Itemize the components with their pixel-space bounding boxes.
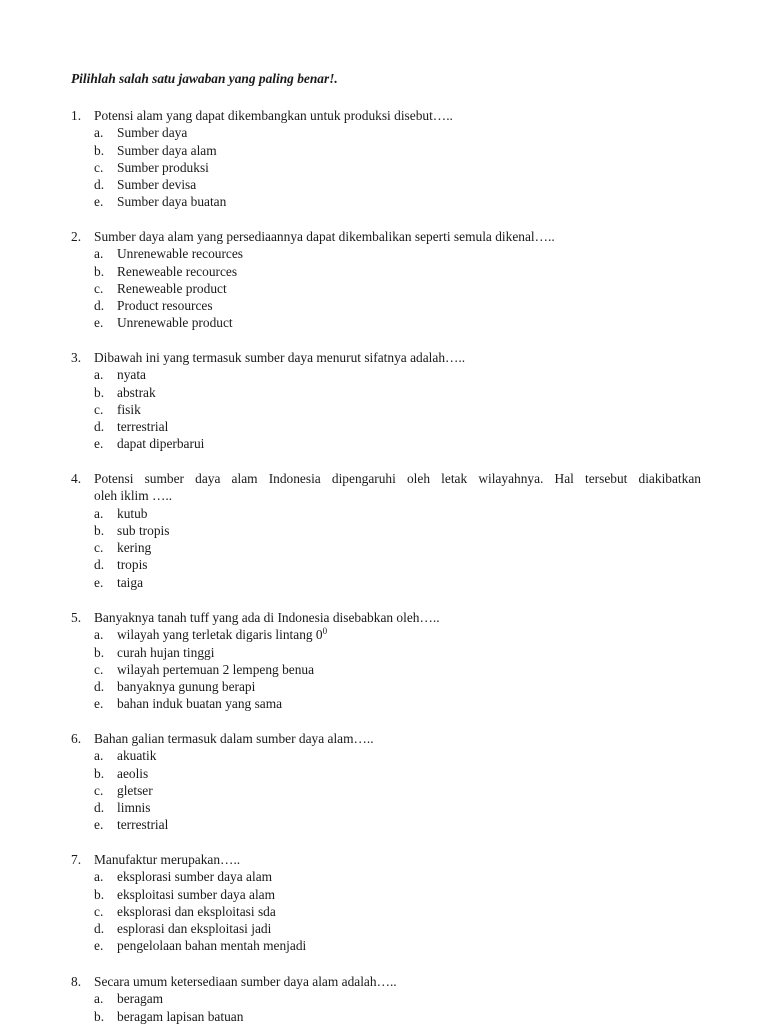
question-3 bbox=[71, 349, 701, 453]
question-6 bbox=[71, 730, 701, 834]
option-list bbox=[71, 990, 701, 1025]
question-text-line-2: oleh iklim ….. bbox=[94, 488, 173, 504]
option-letter: b. bbox=[94, 765, 105, 781]
option-text: tropis bbox=[117, 557, 148, 573]
option-e bbox=[71, 937, 701, 954]
option-letter: b. bbox=[94, 384, 105, 400]
option-letter: e. bbox=[94, 696, 104, 712]
option-letter: a. bbox=[94, 246, 104, 262]
question-text: Dibawah ini yang termasuk sumber daya menurut sifatnya adalah….. bbox=[94, 350, 466, 365]
option-letter: a. bbox=[94, 125, 104, 141]
option-text: bahan induk buatan yang sama bbox=[117, 696, 283, 712]
option-text: akuatik bbox=[117, 748, 157, 764]
option-letter: e. bbox=[94, 436, 104, 452]
option-b bbox=[71, 384, 701, 401]
question-number: 1. bbox=[71, 108, 82, 123]
question-7 bbox=[71, 851, 701, 955]
option-text: Sumber daya alam bbox=[117, 142, 217, 158]
option-text: Sumber daya bbox=[117, 125, 188, 141]
option-b bbox=[71, 644, 701, 661]
option-text: esplorasi dan eksploitasi jadi bbox=[117, 921, 272, 937]
option-c bbox=[71, 401, 701, 418]
question-text: Potensi alam yang dapat dikembangkan untuk produksi disebut….. bbox=[94, 108, 453, 123]
question-number: 4. bbox=[71, 471, 82, 486]
option-letter: c. bbox=[94, 661, 104, 677]
option-d bbox=[71, 920, 701, 937]
option-text: beragam bbox=[117, 991, 164, 1007]
option-e bbox=[71, 193, 701, 210]
option-d bbox=[71, 678, 701, 695]
question-2 bbox=[71, 228, 701, 332]
option-list bbox=[71, 124, 701, 210]
question-text: Sumber daya alam yang persediaannya dapat dikembalikan seperti semula dikenal….. bbox=[94, 229, 555, 244]
option-text: Sumber produksi bbox=[117, 159, 209, 175]
option-a bbox=[71, 124, 701, 141]
option-a bbox=[71, 868, 701, 885]
option-b bbox=[71, 765, 701, 782]
option-text: Unrenewable recources bbox=[117, 246, 244, 262]
option-list bbox=[71, 505, 701, 591]
option-d bbox=[71, 176, 701, 193]
option-list bbox=[71, 868, 701, 954]
option-letter: e. bbox=[94, 574, 104, 590]
option-letter: b. bbox=[94, 263, 105, 279]
option-letter: a. bbox=[94, 869, 104, 885]
option-d bbox=[71, 297, 701, 314]
option-letter: b. bbox=[94, 522, 105, 538]
option-letter: d. bbox=[94, 800, 105, 816]
option-text: eksplorasi dan eksploitasi sda bbox=[117, 903, 276, 919]
option-letter: d. bbox=[94, 298, 105, 314]
question-text: Manufaktur merupakan….. bbox=[94, 852, 241, 867]
option-a bbox=[71, 626, 701, 643]
option-text: Unrenewable product bbox=[117, 315, 233, 331]
option-letter: c. bbox=[94, 401, 104, 417]
option-d bbox=[71, 418, 701, 435]
option-list bbox=[71, 747, 701, 833]
option-text: taiga bbox=[117, 574, 144, 590]
option-c bbox=[71, 280, 701, 297]
option-text: Reneweable product bbox=[117, 280, 227, 296]
question-text: Bahan galian termasuk dalam sumber daya alam….. bbox=[94, 731, 374, 746]
option-e bbox=[71, 314, 701, 331]
option-letter: b. bbox=[94, 142, 105, 158]
option-c bbox=[71, 661, 701, 678]
option-letter: c. bbox=[94, 782, 104, 798]
question-4 bbox=[71, 470, 701, 591]
option-text: curah hujan tinggi bbox=[117, 644, 215, 660]
question-text bbox=[94, 470, 701, 505]
option-text: gletser bbox=[117, 782, 153, 798]
option-letter: b. bbox=[94, 886, 105, 902]
option-text-main: wilayah yang terletak digaris lintang 0 bbox=[117, 627, 323, 643]
option-letter: b. bbox=[94, 1008, 105, 1024]
option-letter: c. bbox=[94, 159, 104, 175]
option-text: eksploitasi sumber daya alam bbox=[117, 886, 276, 902]
option-text: kering bbox=[117, 540, 152, 556]
option-text: Sumber daya buatan bbox=[117, 194, 227, 210]
option-letter: c. bbox=[94, 280, 104, 296]
option-d bbox=[71, 556, 701, 573]
option-a bbox=[71, 245, 701, 262]
question-number: 5. bbox=[71, 610, 82, 625]
question-text: Banyaknya tanah tuff yang ada di Indonesia disebabkan oleh….. bbox=[94, 610, 440, 625]
option-text: aeolis bbox=[117, 765, 149, 781]
option-text: terrestrial bbox=[117, 419, 169, 435]
option-text: limnis bbox=[117, 800, 151, 816]
option-text bbox=[117, 626, 327, 643]
option-a bbox=[71, 366, 701, 383]
option-list bbox=[71, 245, 701, 331]
option-a bbox=[71, 505, 701, 522]
option-b bbox=[71, 142, 701, 159]
option-letter: e. bbox=[94, 315, 104, 331]
option-c bbox=[71, 539, 701, 556]
option-letter: a. bbox=[94, 627, 104, 643]
option-letter: a. bbox=[94, 991, 104, 1007]
option-list bbox=[71, 626, 701, 712]
option-d bbox=[71, 799, 701, 816]
question-number: 6. bbox=[71, 731, 82, 746]
option-c bbox=[71, 159, 701, 176]
question-number: 2. bbox=[71, 229, 82, 244]
option-e bbox=[71, 435, 701, 452]
option-text: fisik bbox=[117, 401, 141, 417]
question-number: 3. bbox=[71, 350, 82, 365]
option-letter: d. bbox=[94, 679, 105, 695]
question-number: 8. bbox=[71, 974, 82, 989]
option-text: Sumber devisa bbox=[117, 177, 197, 193]
option-e bbox=[71, 574, 701, 591]
question-number: 7. bbox=[71, 852, 82, 867]
option-letter: d. bbox=[94, 177, 105, 193]
option-a bbox=[71, 990, 701, 1007]
option-text: eksplorasi sumber daya alam bbox=[117, 869, 273, 885]
question-text-line-1: Potensi sumber daya alam Indonesia dipengaruhi oleh letak wilayahnya. Hal tersebut diakibatkan bbox=[94, 471, 701, 486]
option-letter: c. bbox=[94, 540, 104, 556]
instruction-heading: Pilihlah salah satu jawaban yang paling benar!. bbox=[71, 71, 338, 86]
option-e bbox=[71, 816, 701, 833]
option-b bbox=[71, 263, 701, 280]
option-letter: b. bbox=[94, 644, 105, 660]
option-c bbox=[71, 782, 701, 799]
option-letter: d. bbox=[94, 419, 105, 435]
option-c bbox=[71, 903, 701, 920]
question-text: Secara umum ketersediaan sumber daya alam adalah….. bbox=[94, 974, 397, 989]
option-text: nyata bbox=[117, 367, 146, 383]
option-b bbox=[71, 886, 701, 903]
option-text: beragam lapisan batuan bbox=[117, 1008, 244, 1024]
option-list bbox=[71, 366, 701, 452]
question-1 bbox=[71, 107, 701, 211]
option-letter: a. bbox=[94, 367, 104, 383]
option-letter: a. bbox=[94, 748, 104, 764]
option-letter: e. bbox=[94, 938, 104, 954]
option-letter: e. bbox=[94, 194, 104, 210]
option-a bbox=[71, 747, 701, 764]
option-text: abstrak bbox=[117, 384, 156, 400]
option-text: pengelolaan bahan mentah menjadi bbox=[117, 938, 307, 954]
option-text: dapat diperbarui bbox=[117, 436, 205, 452]
option-text: terrestrial bbox=[117, 817, 169, 833]
option-letter: c. bbox=[94, 903, 104, 919]
option-letter: a. bbox=[94, 505, 104, 521]
option-text: banyaknya gunung berapi bbox=[117, 679, 256, 695]
option-b bbox=[71, 1008, 701, 1025]
option-letter: e. bbox=[94, 817, 104, 833]
option-letter: d. bbox=[94, 921, 105, 937]
option-b bbox=[71, 522, 701, 539]
degree-superscript: 0 bbox=[322, 626, 328, 637]
option-text: Reneweable recources bbox=[117, 263, 238, 279]
question-5 bbox=[71, 609, 701, 713]
option-text: kutub bbox=[117, 505, 148, 521]
option-e bbox=[71, 695, 701, 712]
option-text: wilayah pertemuan 2 lempeng benua bbox=[117, 661, 315, 677]
option-text: sub tropis bbox=[117, 522, 170, 538]
question-8 bbox=[71, 973, 701, 1025]
option-text: Product resources bbox=[117, 298, 213, 314]
option-letter: d. bbox=[94, 557, 105, 573]
